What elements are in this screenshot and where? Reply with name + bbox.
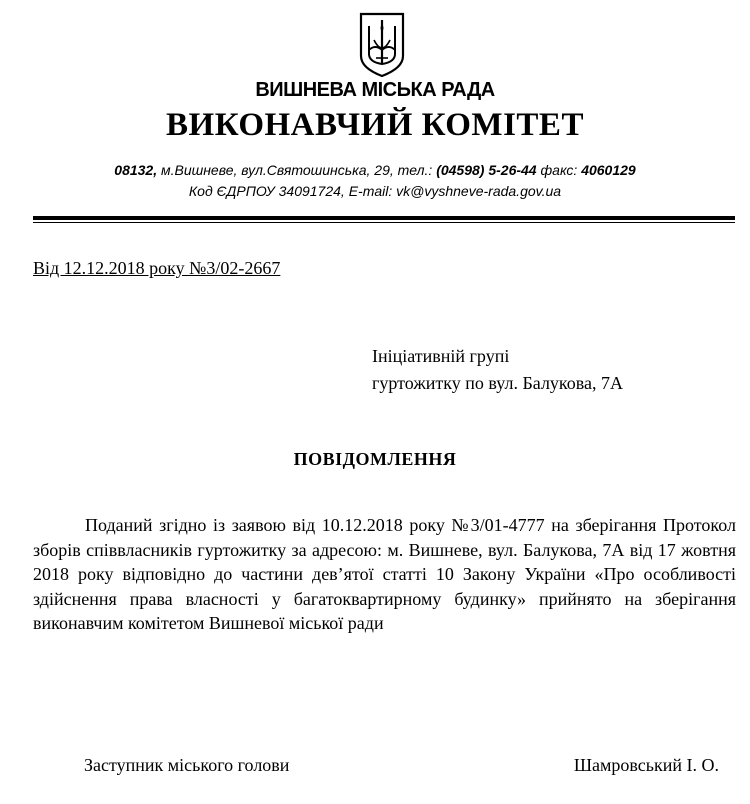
postal-code: 08132, <box>114 162 158 178</box>
addressee-line-1: Ініціативній групі <box>372 346 510 366</box>
trident-emblem-icon <box>357 10 407 78</box>
outgoing-reference: Від 12.12.2018 року №3/02-2667 <box>33 258 281 278</box>
body-paragraph: Поданий згідно із заявою від 10.12.2018 року №3/01-4777 на зберігання Протокол зборів співвласників гуртожитку за адресою: м. Вишневе, вул. Балукова, 7А від 17 жовтня 2018 року відповідно до частини дев’ятої статті 10 Закону України «Про особливості здійснення права власності у багатоквартирному будинку» прийнято на зберігання виконавчим комітетом Вишневої міської ради <box>33 515 736 633</box>
contacts-line-1 <box>0 162 750 178</box>
council-name: ВИШНЕВА МІСЬКА РАДА <box>255 79 495 101</box>
signatory-name: Шамровський І. О. <box>573 755 719 775</box>
signatory-position: Заступник міського голови <box>84 755 290 775</box>
header-divider-thin <box>33 222 735 223</box>
contacts-line-2: Код ЄДРПОУ 34091724, E-mail: vk@vyshneve-rada.gov.ua <box>188 183 562 199</box>
committee-name: ВИКОНАВЧИЙ КОМІТЕТ <box>166 107 584 143</box>
address: м.Вишневе, вул.Святошинська, 29, тел.: <box>157 162 437 178</box>
document-title: ПОВІДОМЛЕННЯ <box>293 449 457 469</box>
addressee-line-2: гуртожитку по вул. Балукова, 7А <box>372 373 624 393</box>
header-divider-thick <box>33 216 735 220</box>
fax-label: факс: <box>536 162 582 178</box>
phone: (04598) 5-26-44 <box>436 162 537 178</box>
fax: 4060129 <box>581 162 636 178</box>
addressee <box>372 343 623 397</box>
